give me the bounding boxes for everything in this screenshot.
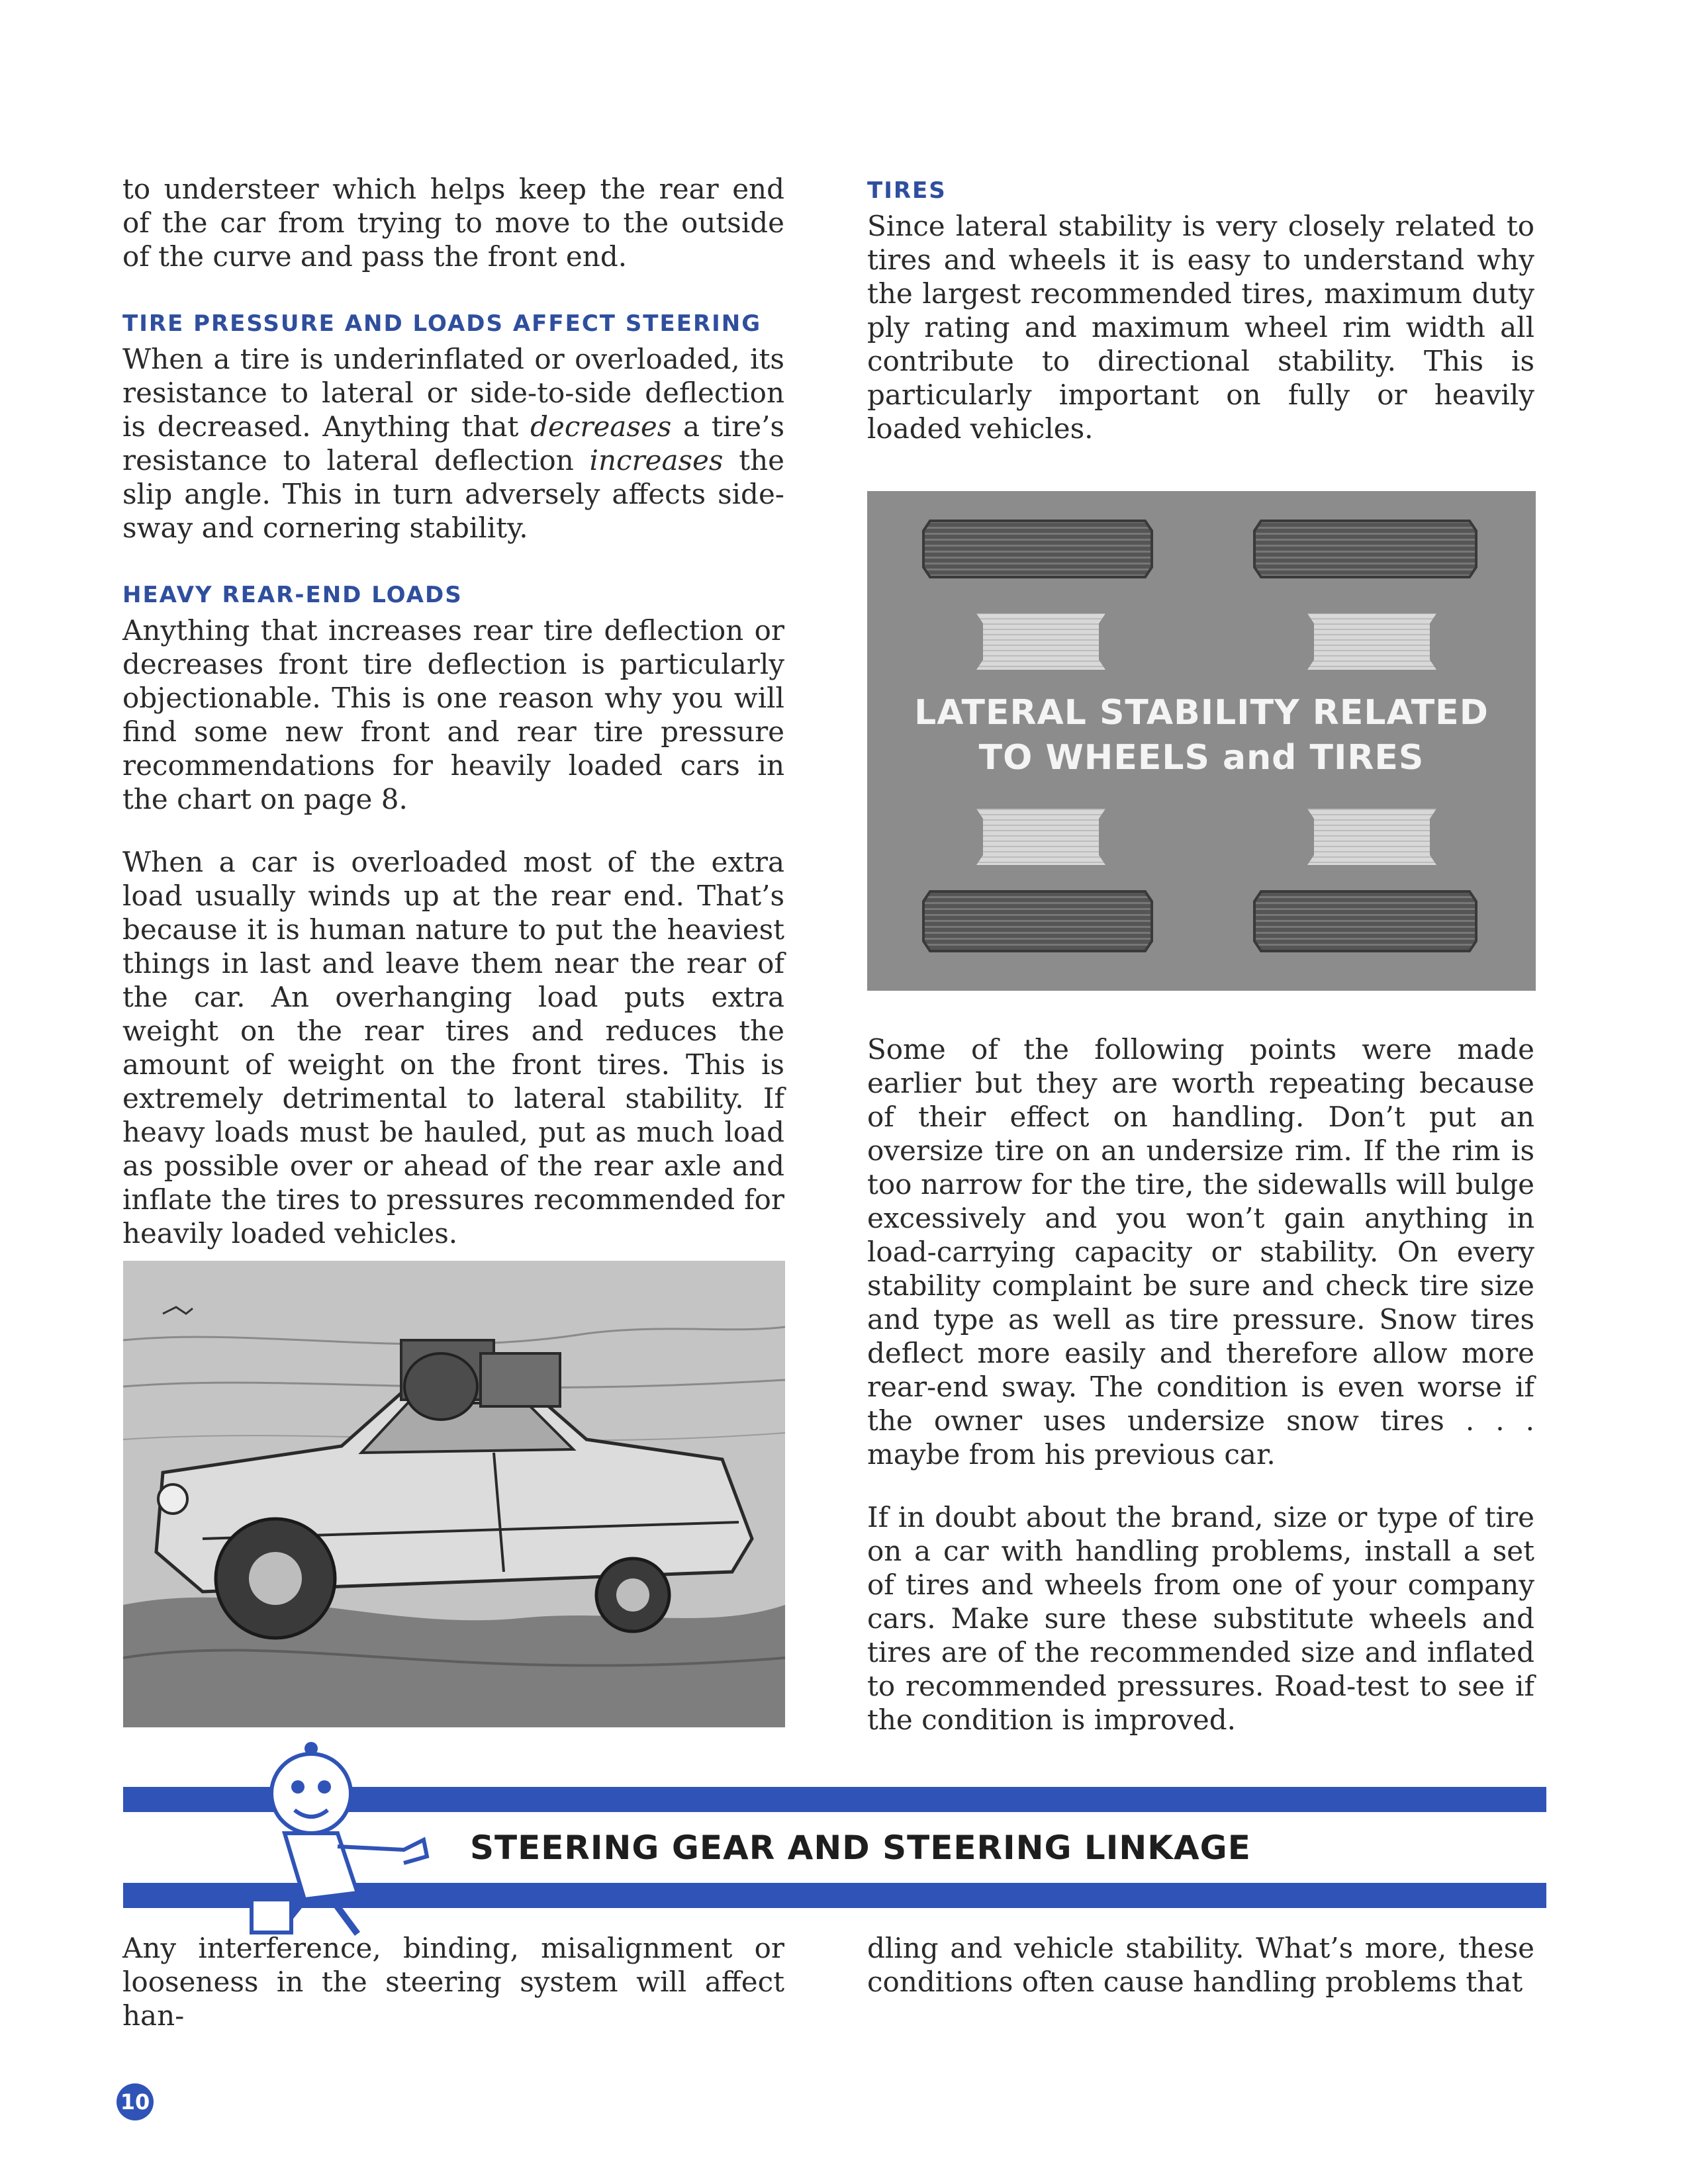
front-left-rim-shape	[976, 614, 1105, 670]
tires-paragraph: Since lateral stability is very closely related to tires and wheels it is easy to understand why the largest recommended tires, maximum duty ply rating and maximum wheel rim width all contribute to directional stability. This is particularly important on fully or heavily loaded vehicles.	[867, 210, 1534, 445]
rear-loads-paragraph-1: Anything that increases rear tire deflection or decreases front tire deflection is particularly objectionable. This is one reason why you will find some new front and rear tire pressure recommendations for heavily loaded cars in the chart on page 8.	[122, 614, 784, 815]
bottom-right-column	[867, 1931, 1534, 1999]
emphasis-increases: increases	[589, 444, 724, 477]
overloaded-car-illustration	[123, 1261, 785, 1727]
rear-loads-paragraph-2: When a car is overloaded most of the extra load usually winds up at the rear end. That’s because it is human nature to put the heaviest things in last and leave them near the rear of the car. An overhanging load puts extra weight on the rear tires and reduces the amount of weight on the front tires. This is extremely detrimental to lateral stability. If heavy loads must be hauled, put as much load as possible over or ahead of the rear axle and inflate the tires to pressures recommended for heavily loaded vehicles.	[122, 846, 784, 1250]
front-left-tire-shape	[923, 521, 1152, 577]
rear-left-tire-shape	[923, 891, 1152, 951]
tire-pressure-text-c: the slip angle. This in turn adversely affects side-sway and cornering stability.	[122, 444, 784, 544]
mascot-icon	[225, 1741, 463, 1939]
tire-pressure-text-a: When a tire is underinflated or overloaded, its resistance to lateral or side-to-side deflection is decreased. Anything that	[122, 343, 784, 443]
car-drawing	[123, 1261, 785, 1727]
steering-intro-left: Any interference, binding, misalignment or looseness in the steering system will affect han-	[122, 1932, 784, 2032]
page-number-badge: 10	[117, 2083, 154, 2120]
left-column	[122, 172, 784, 1250]
front-right-rim-shape	[1307, 614, 1436, 670]
emphasis-decreases: decreases	[530, 410, 672, 443]
rear-right-tire-shape	[1254, 891, 1476, 951]
right-column-lower	[867, 1032, 1534, 1737]
tire-pressure-paragraph	[122, 342, 784, 545]
heading-tires: TIRES	[867, 177, 947, 204]
rear-left-rim-shape	[976, 809, 1105, 865]
intro-paragraph: to understeer which helps keep the rear end of the car from trying to move to the outside of the curve and pass the front end.	[122, 173, 784, 273]
lateral-stability-photo	[867, 491, 1536, 991]
handling-points-paragraph: Some of the following points were made earlier but they are worth repeating because of their effect on handling. Don’t put an oversize tire on an undersize rim. If the rim is too narrow for the tire, the sidewalls will bulge excessively and you won’t gain anything in load-carrying capacity or stability. On every stability complaint be sure and check tire size and type as well as tire pressure. Snow tires deflect more easily and therefore allow more rear-end sway. The condition is even worse if the owner uses undersize snow tires . . . maybe from his previous car.	[867, 1033, 1534, 1471]
section-title: STEERING GEAR AND STEERING LINKAGE	[470, 1829, 1251, 1867]
heading-heavy-rear-end-loads: HEAVY REAR-END LOADS	[122, 582, 463, 608]
rear-right-rim-shape	[1307, 809, 1436, 865]
steering-intro-right: dling and vehicle stability. What’s more, these conditions often cause handling problems that	[867, 1932, 1534, 1998]
photo-caption-line-1: LATERAL STABILITY RELATED	[914, 693, 1489, 733]
photo-caption-line-2: TO WHEELS and TIRES	[978, 738, 1425, 778]
tire-diagram-illustration	[867, 491, 1536, 991]
heading-tire-pressure: TIRE PRESSURE AND LOADS AFFECT STEERING	[122, 310, 762, 337]
right-column	[867, 172, 1534, 445]
front-right-tire-shape	[1254, 521, 1476, 577]
bottom-left-column	[122, 1931, 784, 2032]
tire-pressure-text-b: a tire’s resistance to lateral deflection	[122, 410, 784, 477]
substitute-tires-paragraph: If in doubt about the brand, size or type of tire on a car with handling problems, install a set of tires and wheels from one of your company cars. Make sure these substitute wheels and tires are of the recommended size and inflated to recommended pressures. Road-test to see if the condition is improved.	[867, 1501, 1534, 1736]
